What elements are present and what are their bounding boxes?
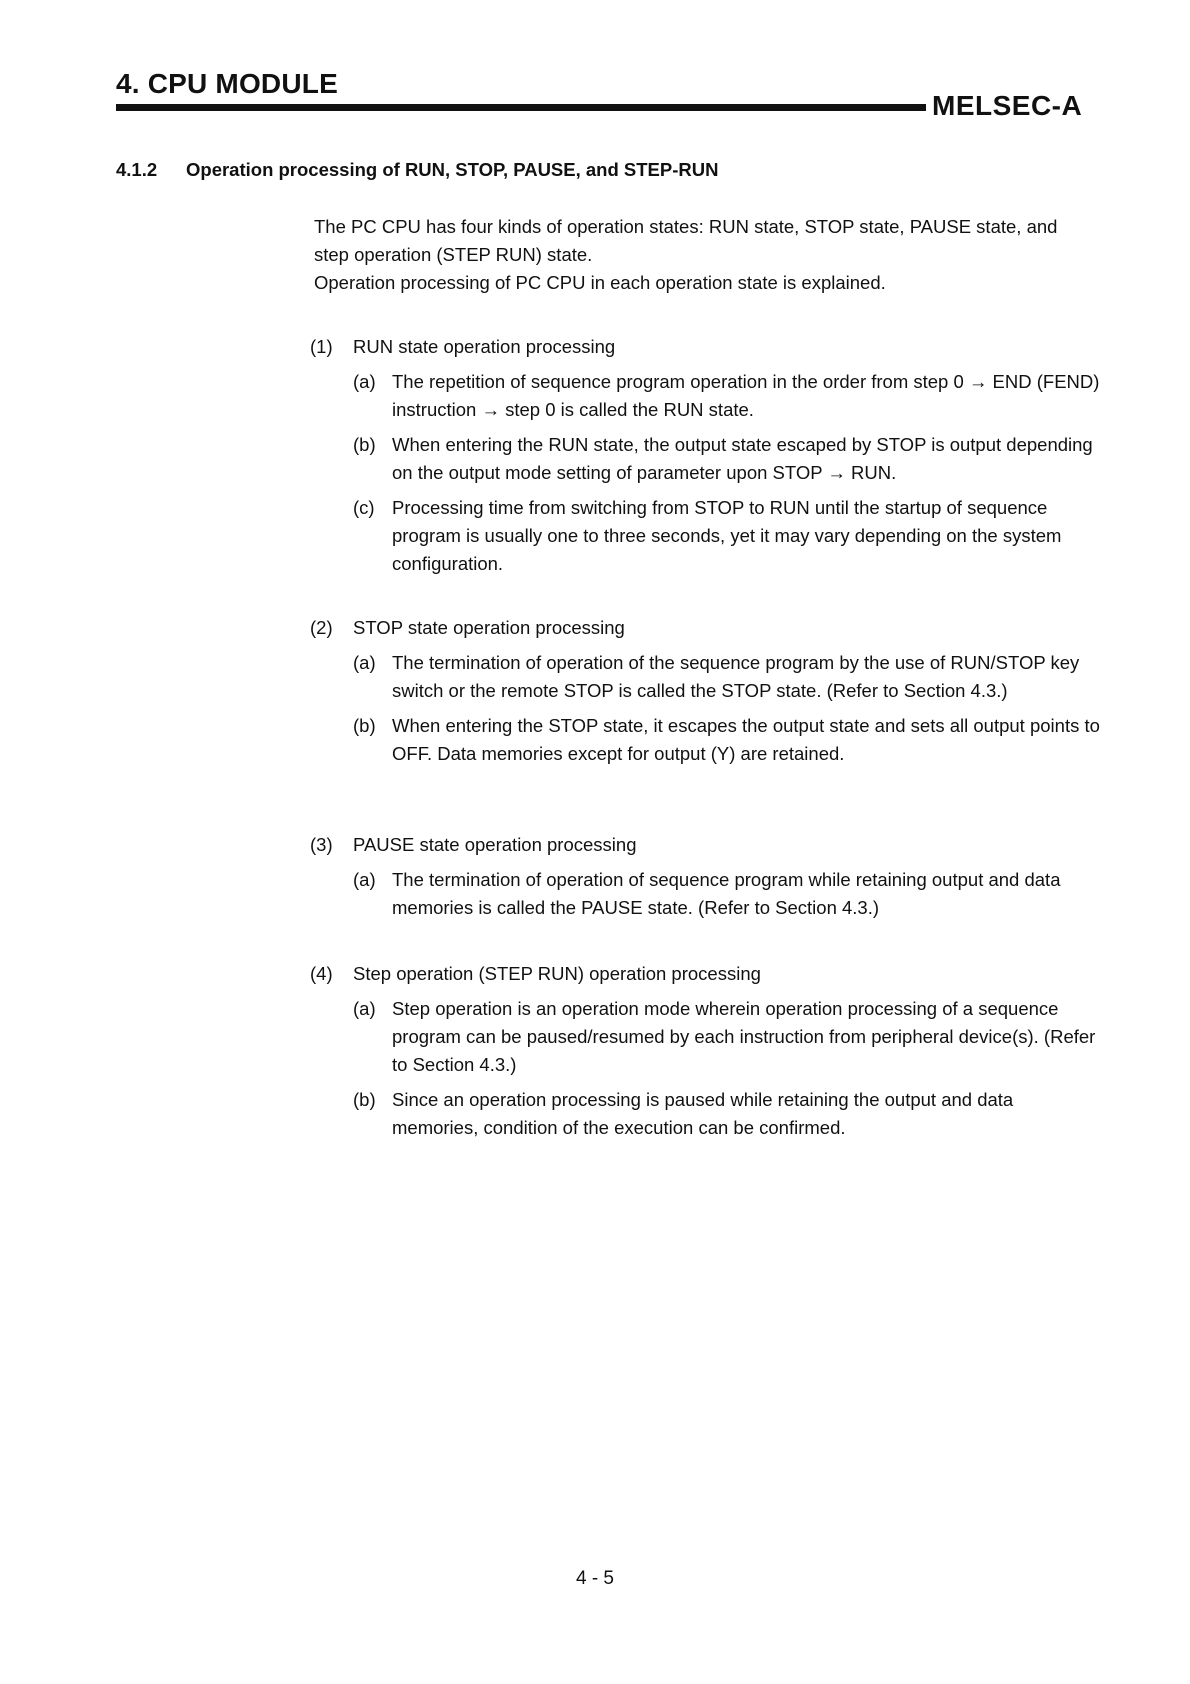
intro-line: Operation processing of PC CPU in each operation state is explained. <box>314 272 886 293</box>
sub-item <box>353 649 1100 705</box>
page-number: 4 - 5 <box>575 1568 615 1589</box>
sub-item-label: (b) <box>353 1089 376 1110</box>
list-item-step-run <box>310 960 1100 1142</box>
list-item-pause <box>310 831 1100 922</box>
intro-paragraph <box>314 213 1094 297</box>
brand-label: MELSEC-A <box>932 90 1083 121</box>
list-item-stop <box>310 614 1100 768</box>
sub-item-label: (b) <box>353 715 376 736</box>
sub-item <box>353 368 1100 424</box>
sub-item <box>353 712 1100 768</box>
item-title: Step operation (STEP RUN) operation processing <box>353 963 761 984</box>
sub-item <box>353 494 1100 578</box>
header-rule <box>116 104 926 111</box>
sub-item-label: (b) <box>353 434 376 455</box>
sub-item-text: Since an operation processing is paused while retaining the output and data memories, condition of the execution can be confirmed. <box>392 1089 1014 1138</box>
sub-item-text: When entering the RUN state, the output state escaped by STOP is output depending on the output mode setting of parameter upon STOP → RUN. <box>392 434 1093 483</box>
sub-item-text: The termination of operation of sequence program while retaining output and data memories is called the PAUSE state. (Refer to Section 4.3.) <box>392 869 1061 918</box>
sub-item <box>353 1086 1100 1142</box>
item-number: (3) <box>310 834 333 855</box>
section-heading <box>116 159 718 181</box>
list-item-run <box>310 333 1100 578</box>
item-number: (2) <box>310 617 333 638</box>
item-title: STOP state operation processing <box>353 617 625 638</box>
sub-item-label: (a) <box>353 652 376 673</box>
intro-line: The PC CPU has four kinds of operation states: RUN state, STOP state, PAUSE state, and step operation (STEP RUN) state. <box>314 216 1058 265</box>
sub-item-label: (a) <box>353 371 376 392</box>
item-title: RUN state operation processing <box>353 336 616 357</box>
sub-item-label: (a) <box>353 869 376 890</box>
sub-item-text: The termination of operation of the sequence program by the use of RUN/STOP key switch or the remote STOP is called the STOP state. (Refer to Section 4.3.) <box>392 652 1080 701</box>
sub-item-label: (c) <box>353 497 375 518</box>
section-number: 4.1.2 <box>116 159 158 180</box>
chapter-title: 4. CPU MODULE <box>116 68 338 99</box>
item-number: (1) <box>310 336 333 357</box>
section-title: Operation processing of RUN, STOP, PAUSE, and STEP-RUN <box>186 159 719 180</box>
item-number: (4) <box>310 963 333 984</box>
sub-item-label: (a) <box>353 998 376 1019</box>
sub-item <box>353 431 1100 487</box>
sub-item-text: The repetition of sequence program operation in the order from step 0 → END (FEND) instruction → step 0 is called the RUN state. <box>392 371 1100 420</box>
sub-item <box>353 866 1100 922</box>
sub-item-text: Processing time from switching from STOP to RUN until the startup of sequence program is usually one to three seconds, yet it may vary depending on the system configuration. <box>392 497 1062 574</box>
item-title: PAUSE state operation processing <box>353 834 637 855</box>
sub-item <box>353 995 1100 1079</box>
sub-item-text: When entering the STOP state, it escapes the output state and sets all output points to OFF. Data memories except for output (Y) are retained. <box>392 715 1100 764</box>
sub-item-text: Step operation is an operation mode wherein operation processing of a sequence program can be paused/resumed by each instruction from peripheral device(s). (Refer to Section 4.3.) <box>392 998 1096 1075</box>
